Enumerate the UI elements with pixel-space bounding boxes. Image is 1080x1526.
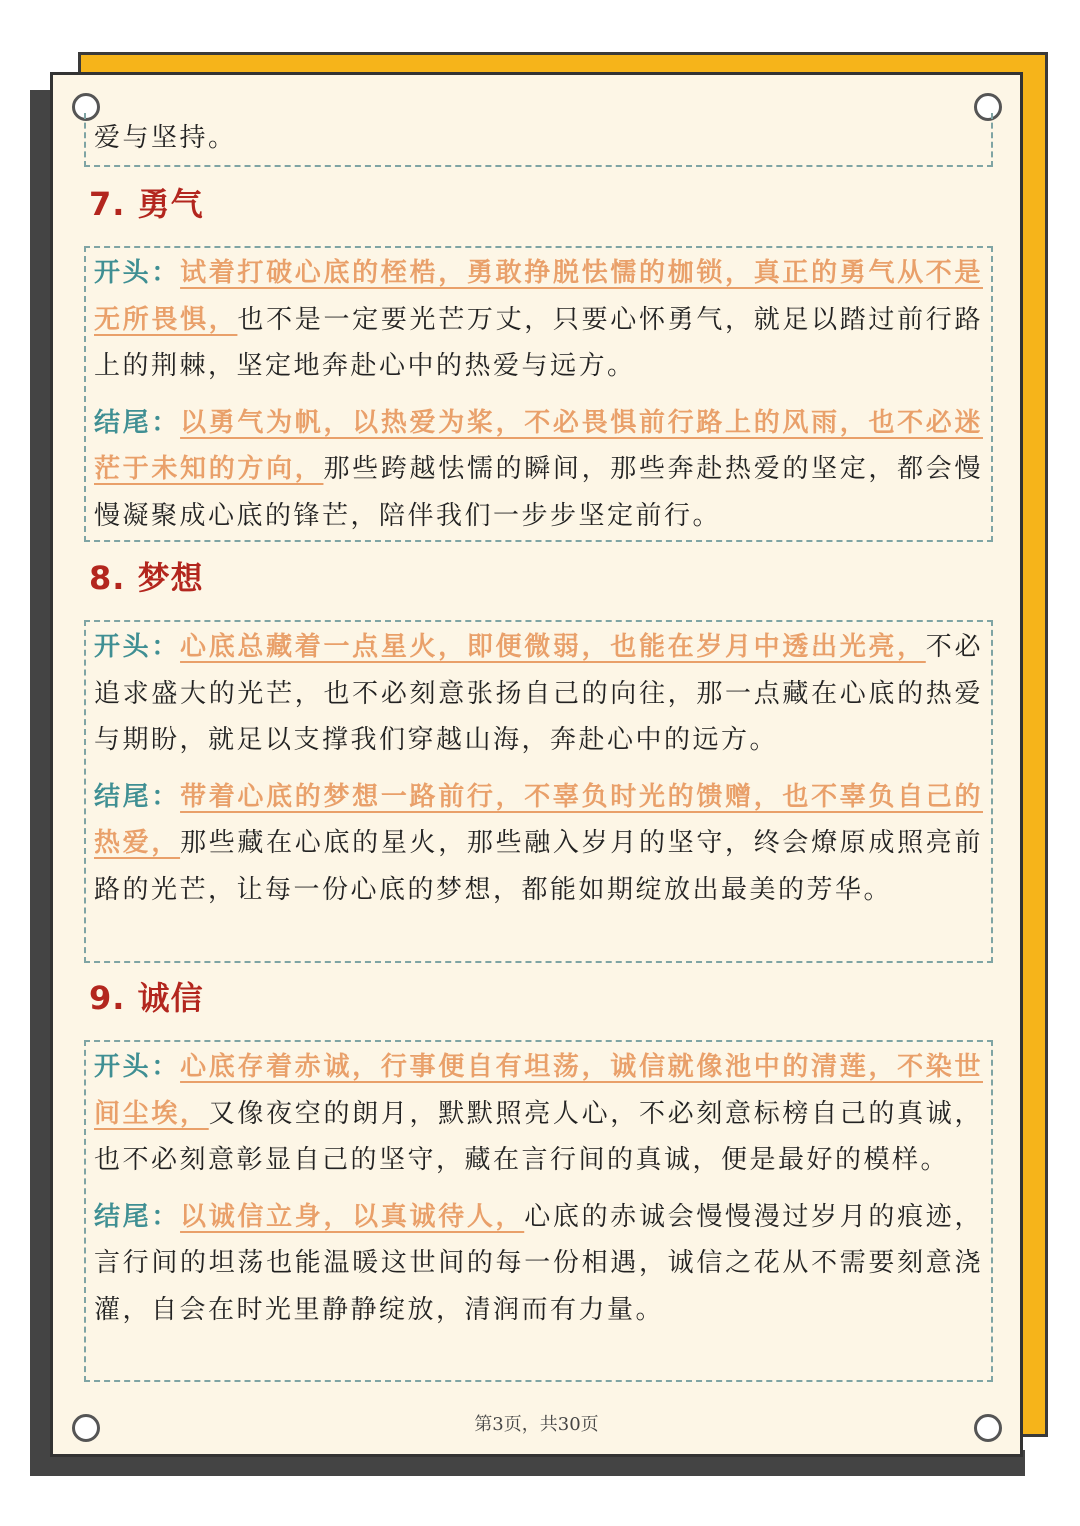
opening-paragraph — [94, 624, 983, 764]
opening-text: 也不是一定要光芒万丈，只要心怀勇气，就足以踏过前行路上的荆棘，坚定地奔赴心中的热爱与远方。 — [94, 304, 983, 381]
ending-paragraph — [94, 400, 983, 540]
section-box — [84, 1040, 993, 1382]
ending-text: 心底的赤诚会慢慢漫过岁月的痕迹，言行间的坦荡也能温暖这世间的每一份相遇，诚信之花从不需要刻意浇灌，自会在时光里静静绽放，清润而有力量。 — [94, 1201, 983, 1325]
ending-text: 那些跨越怯懦的瞬间，那些奔赴热爱的坚定，都会慢慢凝聚成心底的锋芒，陪伴我们一步步坚定前行。 — [94, 454, 983, 531]
opening-label: 开头： — [94, 1052, 181, 1082]
opening-highlight: 心底存着赤诚，行事便自有坦荡，诚信就像池中的清莲，不染世间尘埃， — [94, 1052, 983, 1129]
opening-text: 又像夜空的朗月，默默照亮人心，不必刻意标榜自己的真诚，也不必刻意彰显自己的坚守，藏在言行间的真诚，便是最好的模样。 — [94, 1098, 983, 1175]
ending-label: 结尾： — [94, 781, 181, 812]
section-heading: 7. 勇气 — [89, 185, 204, 223]
paper-sheet — [50, 72, 1023, 1457]
continuation-box — [84, 113, 993, 167]
opening-text: 不必追求盛大的光芒，也不必刻意张扬自己的向往，那一点藏在心底的热爱与期盼，就足以支撑我们穿越山海，奔赴心中的远方。 — [94, 632, 983, 755]
opening-paragraph — [94, 1044, 983, 1184]
section-box — [84, 620, 993, 963]
opening-paragraph — [94, 250, 983, 390]
ending-paragraph — [94, 774, 983, 914]
ending-label: 结尾： — [94, 407, 181, 438]
ending-highlight: 以诚信立身，以真诚待人， — [180, 1201, 525, 1232]
continuation-text: 爱与坚持。 — [94, 123, 237, 153]
section-heading: 8. 梦想 — [89, 559, 204, 597]
ending-text: 那些藏在心底的星火，那些融入岁月的坚守，终会燎原成照亮前路的光芒，让每一份心底的梦想，都能如期绽放出最美的芳华。 — [94, 828, 983, 905]
section-box — [84, 246, 993, 542]
ending-label: 结尾： — [94, 1201, 181, 1232]
opening-label: 开头： — [94, 258, 181, 288]
page-number: 第3页，共30页 — [474, 1414, 599, 1435]
opening-highlight: 心底总藏着一点星火，即便微弱，也能在岁月中透出光亮， — [180, 632, 926, 662]
ending-highlight: 以勇气为帆，以热爱为桨，不必畏惧前行路上的风雨，也不必迷茫于未知的方向， — [94, 407, 983, 484]
section-heading: 9. 诚信 — [89, 979, 204, 1017]
opening-highlight: 试着打破心底的桎梏，勇敢挣脱怯懦的枷锁，真正的勇气从不是无所畏惧， — [94, 258, 983, 335]
opening-label: 开头： — [94, 632, 181, 662]
ending-highlight: 带着心底的梦想一路前行，不辜负时光的馈赠，也不辜负自己的热爱， — [94, 781, 983, 858]
ending-paragraph — [94, 1194, 983, 1334]
